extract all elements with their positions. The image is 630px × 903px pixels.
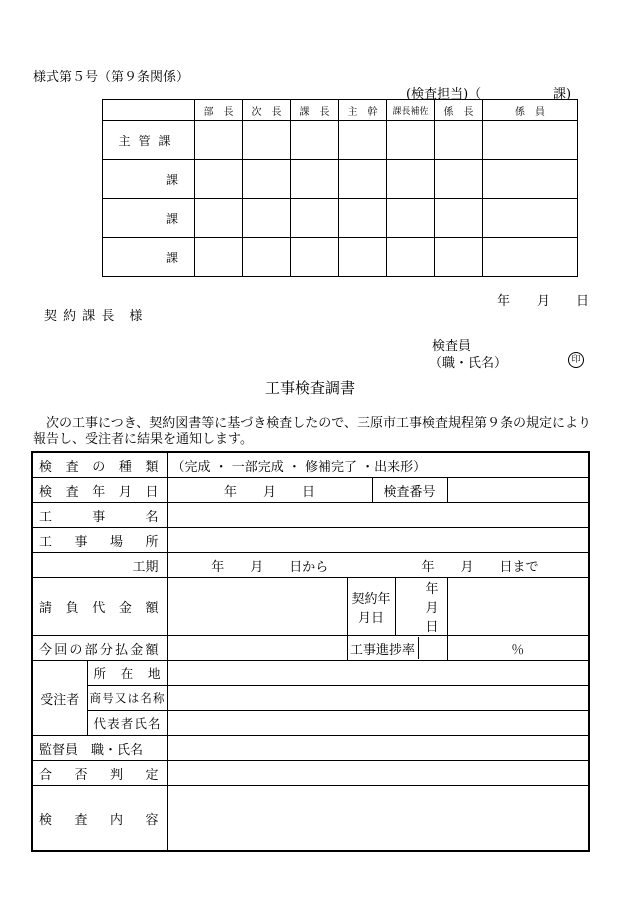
inspection-table (31, 451, 590, 852)
content-field[interactable] (167, 786, 589, 852)
approval-stamp-cell[interactable] (243, 160, 291, 199)
progress-group (347, 636, 447, 661)
approval-stamp-cell[interactable] (387, 121, 435, 160)
judgement-field[interactable] (167, 761, 589, 786)
approval-stamp-cell[interactable] (243, 121, 291, 160)
approval-header: 部 長 (195, 100, 243, 121)
approval-stamp-cell[interactable] (435, 160, 483, 199)
approval-stamp-cell[interactable] (291, 121, 339, 160)
approval-stamp-cell[interactable] (243, 199, 291, 238)
work-period-label: 工期 (32, 553, 167, 578)
approval-stamp-cell[interactable] (483, 238, 578, 277)
approval-stamp-cell[interactable] (339, 199, 387, 238)
work-period-from[interactable]: 年 月 日から (167, 553, 372, 578)
progress-field[interactable]: ％ (447, 636, 589, 661)
document-title: 工事検査調書 (265, 379, 356, 397)
supervisor-label: 監督員 職・氏名 (32, 736, 167, 761)
form-number: 様式第５号（第９条関係） (33, 70, 190, 85)
approval-header: 係 長 (435, 100, 483, 121)
inspection-dept-close: 課) (553, 87, 572, 102)
progress-label: 工事進捗率 (348, 637, 419, 659)
work-name-label: 工事名 (32, 503, 167, 528)
inspection-dept-open: (検査担当)（ (406, 87, 482, 102)
inspector-label: 検査員 (432, 339, 472, 354)
judgement-label: 合否判定 (32, 761, 167, 786)
work-period-to[interactable]: 年 月 日まで (372, 553, 589, 578)
work-place-label: 工事場所 (32, 528, 167, 553)
contract-date-group (347, 578, 465, 636)
contract-amount-field[interactable] (167, 578, 347, 636)
address-label: 所在地 (87, 661, 167, 686)
representative-label: 代表者氏名 (87, 711, 167, 736)
approval-stamp-cell[interactable] (483, 160, 578, 199)
contract-date-label: 契約年月日 (348, 578, 395, 635)
inspection-number-field[interactable] (447, 478, 589, 503)
supervisor-field[interactable] (167, 736, 589, 761)
approval-stamp-cell[interactable] (435, 238, 483, 277)
approval-header: 課 長 (291, 100, 339, 121)
company-label: 商号又は名称 (87, 686, 167, 711)
approval-stamp-cell[interactable] (339, 160, 387, 199)
approval-stamp-cell[interactable] (483, 121, 578, 160)
approval-row-label: 課 (103, 160, 195, 199)
approval-stamp-cell[interactable] (291, 160, 339, 199)
approval-stamp-cell[interactable] (195, 238, 243, 277)
approval-header: 次 長 (243, 100, 291, 121)
approval-header: 係 員 (483, 100, 578, 121)
address-field[interactable] (167, 661, 589, 686)
date-month: 月 (537, 294, 551, 309)
approval-stamp-cell[interactable] (243, 238, 291, 277)
inspection-date-field[interactable]: 年 月 日 (167, 478, 372, 503)
approval-stamp-cell[interactable] (387, 199, 435, 238)
intro-line-2: 報告し、受注者に結果を通知します。 (33, 432, 253, 447)
date-year: 年 (497, 294, 511, 309)
approval-corner (103, 100, 195, 121)
approval-stamp-cell[interactable] (339, 238, 387, 277)
approval-row-label: 課 (103, 199, 195, 238)
intro-line-1: 次の工事につき、契約図書等に基づき検査したので、三原市工事検査規程第９条の規定により (46, 416, 591, 431)
approval-stamp-cell[interactable] (435, 121, 483, 160)
approval-stamp-cell[interactable] (195, 160, 243, 199)
inspection-date-label: 検査年月日 (32, 478, 167, 503)
approval-header: 主 幹 (339, 100, 387, 121)
approval-header: 課長補佐 (387, 100, 435, 121)
approval-stamp-cell[interactable] (339, 121, 387, 160)
addressee: 契 約 課 長 様 (44, 309, 144, 324)
work-name-field[interactable] (167, 503, 589, 528)
contract-date-field[interactable]: 年 月 日 (425, 582, 465, 635)
approval-row-label: 課 (103, 238, 195, 277)
content-label: 検査内容 (32, 786, 167, 852)
partial-payment-field[interactable] (167, 636, 347, 661)
approval-stamp-cell[interactable] (291, 199, 339, 238)
partial-payment-label: 今回の部分払金額 (32, 636, 167, 661)
inspection-type-value[interactable]: （完成 ・ 一部完成 ・ 修補完了 ・出来形） (167, 452, 589, 478)
approval-stamp-cell[interactable] (387, 160, 435, 199)
inspection-number-label: 検査番号 (372, 478, 447, 503)
company-field[interactable] (167, 686, 589, 711)
approval-table (102, 99, 578, 277)
approval-stamp-cell[interactable] (195, 121, 243, 160)
work-place-field[interactable] (167, 528, 589, 553)
approval-row-label: 主管課 (103, 121, 195, 160)
date-day: 日 (576, 294, 590, 309)
approval-stamp-cell[interactable] (195, 199, 243, 238)
approval-stamp-cell[interactable] (435, 199, 483, 238)
inspector-name-label: （職・氏名） (429, 356, 508, 371)
contractor-label: 受注者 (32, 661, 87, 736)
approval-stamp-cell[interactable] (483, 199, 578, 238)
approval-stamp-cell[interactable] (387, 238, 435, 277)
representative-field[interactable] (167, 711, 589, 736)
inspection-type-label: 検査の種類 (32, 452, 167, 478)
seal-icon: 印 (568, 352, 584, 368)
approval-stamp-cell[interactable] (291, 238, 339, 277)
contract-amount-label: 請負代金額 (32, 578, 167, 636)
